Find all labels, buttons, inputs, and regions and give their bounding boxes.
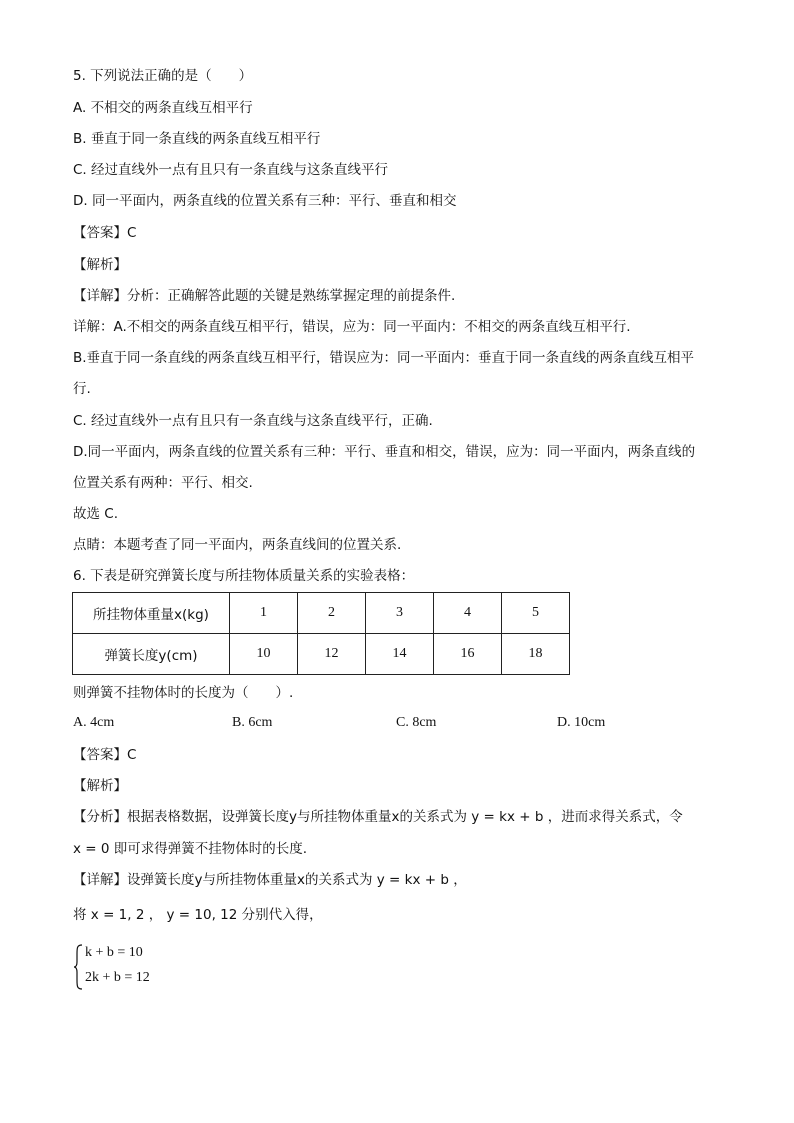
- question-5-option-b: B. 垂直于同一条直线的两条直线互相平行: [73, 131, 321, 147]
- table-row: [73, 634, 570, 675]
- question-6-answer: 【答案】C: [73, 747, 137, 763]
- table-cell: 4: [434, 593, 502, 634]
- question-6-option-b: B. 6cm: [232, 715, 273, 730]
- equation-line: 2k + b = 12: [85, 970, 150, 985]
- question-5-option-d: D. 同一平面内，两条直线的位置关系有三种：平行、垂直和相交: [73, 193, 457, 209]
- question-6-detail-line: 【详解】设弹簧长度y与所挂物体重量x的关系式为 y = kx + b ，: [73, 872, 467, 888]
- question-6-option-a: A. 4cm: [73, 715, 115, 730]
- table-header-length: 弹簧长度y(cm): [73, 634, 230, 675]
- table-cell: 2: [298, 593, 366, 634]
- question-5-option-a: A. 不相交的两条直线互相平行: [73, 100, 253, 116]
- question-5-detail-line: 点睛：本题考查了同一平面内，两条直线间的位置关系.: [73, 537, 402, 553]
- spring-data-table: [72, 592, 570, 675]
- table-cell: 16: [434, 634, 502, 675]
- question-6-substitute-line: 将 x = 1, 2 ， y = 10, 12 分别代入得，: [73, 907, 323, 923]
- question-5-answer: 【答案】C: [73, 225, 137, 241]
- table-row: [73, 593, 570, 634]
- left-brace-icon: [73, 944, 83, 990]
- question-6-fenxi-line-1: 【分析】根据表格数据，设弹簧长度y与所挂物体重量x的关系式为 y = kx + b ，进而求得关系式，令: [73, 809, 683, 825]
- question-6-fenxi-line-2: x = 0 即可求得弹簧不挂物体时的长度.: [73, 841, 308, 857]
- question-5-detail-line: B.垂直于同一条直线的两条直线互相平行，错误应为：同一平面内：垂直于同一条直线的两条直线互相平: [73, 350, 695, 366]
- question-6-stem: 6. 下表是研究弹簧长度与所挂物体质量关系的实验表格：: [73, 568, 415, 584]
- table-cell: 3: [366, 593, 434, 634]
- question-5-detail-line: 详解：A.不相交的两条直线互相平行，错误，应为：同一平面内：不相交的两条直线互相平行.: [73, 319, 631, 335]
- question-5-detail-line: 【详解】分析：正确解答此题的关键是熟练掌握定理的前提条件.: [73, 288, 456, 304]
- table-cell: 1: [230, 593, 298, 634]
- question-5-detail-line: C. 经过直线外一点有且只有一条直线与这条直线平行，正确.: [73, 413, 433, 429]
- table-header-weight: 所挂物体重量x(kg): [73, 593, 230, 634]
- table-cell: 10: [230, 634, 298, 675]
- question-5-option-c: C. 经过直线外一点有且只有一条直线与这条直线平行: [73, 162, 389, 178]
- question-5-stem: 5. 下列说法正确的是（ ）: [73, 68, 253, 84]
- question-5-detail-line: 故选 C.: [73, 506, 119, 522]
- table-cell: 18: [502, 634, 570, 675]
- question-5-detail-line: 位置关系有两种：平行、相交.: [73, 475, 253, 491]
- question-5-detail-line: D.同一平面内，两条直线的位置关系有三种：平行、垂直和相交，错误，应为：同一平面内，两条直线的: [73, 444, 696, 460]
- question-5-analysis-title: 【解析】: [73, 257, 127, 273]
- question-6-analysis-title: 【解析】: [73, 778, 127, 794]
- question-6-question: 则弹簧不挂物体时的长度为（ ）.: [73, 685, 294, 701]
- question-5-detail-line: 行.: [73, 381, 91, 397]
- question-6-option-c: C. 8cm: [396, 715, 437, 730]
- table-cell: 12: [298, 634, 366, 675]
- question-6-option-d: D. 10cm: [557, 715, 606, 730]
- table-cell: 14: [366, 634, 434, 675]
- equation-line: k + b = 10: [85, 945, 143, 960]
- table-cell: 5: [502, 593, 570, 634]
